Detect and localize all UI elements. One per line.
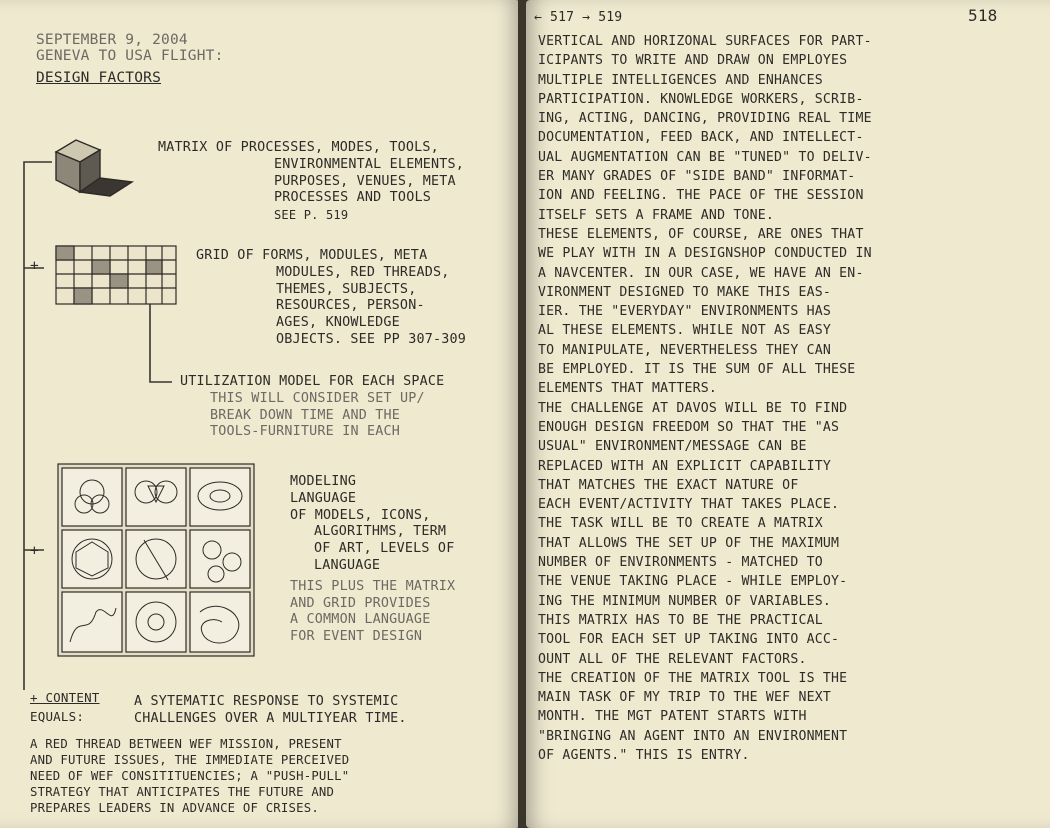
content-lead — [134, 694, 407, 728]
content-label-line: EQUALS: — [30, 708, 85, 724]
grid-line: RESOURCES, PERSON- — [276, 298, 425, 314]
utilization-block — [180, 374, 444, 441]
right-page-body — [538, 32, 872, 765]
body-line: "BRINGING AN AGENT INTO AN ENVIRONMENT — [538, 728, 848, 744]
page-number: 518 — [968, 6, 998, 25]
body-line: NUMBER OF ENVIRONMENTS - MATCHED TO — [538, 555, 823, 571]
utilization-title: UTILIZATION MODEL FOR EACH SPACE — [180, 374, 445, 389]
grid-line: AGES, KNOWLEDGE — [276, 315, 400, 331]
utilization-line: TOOLS-FURNITURE IN EACH — [210, 424, 401, 440]
content-line: AND FUTURE ISSUES, THE IMMEDIATE PERCEIVED — [30, 753, 350, 767]
content-line: NEED OF WEF CONSITITUENCIES; A "PUSH-PULL" — [30, 769, 350, 783]
body-line: THE VENUE TAKING PLACE - WHILE EMPLOY- — [538, 574, 848, 590]
grid-line: MODULES, RED THREADS, — [276, 264, 450, 280]
content-line: A SYTEMATIC RESPONSE TO SYSTEMIC — [134, 694, 399, 709]
grid-sketch-icon — [50, 242, 180, 308]
modeling-line: OF MODELS, ICONS, — [290, 507, 431, 523]
matrix-line: MATRIX OF PROCESSES, MODES, TOOLS, — [158, 140, 439, 155]
body-line: A NAVCENTER. IN OUR CASE, WE HAVE AN EN- — [538, 265, 864, 281]
modeling-sketch-icon — [56, 462, 256, 658]
matrix-line: ENVIRONMENTAL ELEMENTS, — [274, 156, 465, 172]
matrix-line: PROCESSES AND TOOLS — [274, 190, 431, 206]
content-line: PREPARES LEADERS IN ADVANCE OF CRISES. — [30, 801, 319, 815]
body-line: THAT MATCHES THE EXACT NATURE OF — [538, 477, 799, 493]
utilization-line: THIS WILL CONSIDER SET UP/ — [210, 390, 425, 406]
body-line: THESE ELEMENTS, OF COURSE, ARE ONES THAT — [538, 226, 864, 242]
body-line: ING, ACTING, DANCING, PROVIDING REAL TIME — [538, 111, 872, 127]
body-line: WE PLAY WITH IN A DESIGNSHOP CONDUCTED IN — [538, 246, 872, 262]
body-line: VERTICAL AND HORIZONAL SURFACES FOR PART- — [538, 34, 872, 49]
modeling-line: LANGUAGE — [290, 490, 357, 506]
body-line: VIRONMENT DESIGNED TO MAKE THIS EAS- — [538, 284, 832, 300]
modeling-note-line: THIS PLUS THE MATRIX — [290, 578, 456, 594]
plus-sign: + — [30, 258, 39, 274]
body-line: MAIN TASK OF MY TRIP TO THE WEF NEXT — [538, 690, 832, 706]
body-line: OF AGENTS." THIS IS ENTRY. — [538, 747, 750, 763]
body-line: THIS MATRIX HAS TO BE THE PRACTICAL — [538, 612, 823, 628]
body-line: ION AND FEELING. THE PACE OF THE SESSION — [538, 188, 864, 204]
modeling-line: LANGUAGE — [314, 557, 381, 573]
content-line: A RED THREAD BETWEEN WEF MISSION, PRESENT — [30, 737, 342, 751]
modeling-note-line: FOR EVENT DESIGN — [290, 629, 423, 645]
body-line: DOCUMENTATION, FEED BACK, AND INTELLECT- — [538, 130, 864, 146]
body-line: THE CHALLENGE AT DAVOS WILL BE TO FIND — [538, 400, 848, 416]
body-line: ICIPANTS TO WRITE AND DRAW ON EMPLOYES — [538, 53, 848, 69]
grid-line: THEMES, SUBJECTS, — [276, 281, 417, 297]
body-line: USUAL" ENVIRONMENT/MESSAGE CAN BE — [538, 439, 807, 455]
body-line: AL THESE ELEMENTS. WHILE NOT AS EASY — [538, 323, 832, 339]
body-line: TOOL FOR EACH SET UP TAKING INTO ACC- — [538, 632, 840, 648]
body-line: MONTH. THE MGT PATENT STARTS WITH — [538, 709, 807, 725]
modeling-block — [290, 474, 455, 646]
utilization-line: BREAK DOWN TIME AND THE — [210, 407, 401, 423]
matrix-page-ref: SEE P. 519 — [274, 208, 349, 223]
body-line: MULTIPLE INTELLIGENCES AND ENHANCES — [538, 72, 823, 88]
body-line: THE TASK WILL BE TO CREATE A MATRIX — [538, 516, 823, 532]
body-line: TO MANIPULATE, NEVERTHELESS THEY CAN — [538, 342, 832, 358]
body-line: ITSELF SETS A FRAME AND TONE. — [538, 207, 775, 223]
body-line: OUNT ALL OF THE RELEVANT FACTORS. — [538, 651, 807, 667]
content-line: STRATEGY THAT ANTICIPATES THE FUTURE AND — [30, 785, 335, 799]
content-label-line: + CONTENT — [30, 690, 100, 705]
body-line: THE CREATION OF THE MATRIX TOOL IS THE — [538, 670, 848, 686]
section-title: DESIGN FACTORS — [36, 70, 162, 86]
modeling-line: MODELING — [290, 474, 357, 489]
content-line: CHALLENGES OVER A MULTIYEAR TIME. — [134, 710, 407, 726]
content-body — [30, 736, 349, 816]
modeling-line: ALGORITHMS, TERM — [314, 524, 447, 540]
grid-line: OBJECTS. SEE PP 307-309 — [276, 331, 467, 347]
entry-date: SEPTEMBER 9, 2004 — [36, 32, 188, 48]
matrix-line: PURPOSES, VENUES, META — [274, 173, 456, 189]
body-line: ENOUGH DESIGN FREEDOM SO THAT THE "AS — [538, 419, 840, 435]
page-nav: ← 517 → 519 — [534, 10, 623, 25]
entry-trip: GENEVA TO USA FLIGHT: — [36, 48, 224, 64]
body-line: ER MANY GRADES OF "SIDE BAND" INFORMAT- — [538, 169, 856, 185]
modeling-note-line: A COMMON LANGUAGE — [290, 612, 431, 628]
body-line: UAL AUGMENTATION CAN BE "TUNED" TO DELIV- — [538, 149, 872, 165]
body-line: PARTICIPATION. KNOWLEDGE WORKERS, SCRIB- — [538, 91, 864, 107]
matrix-block — [158, 140, 464, 224]
content-label — [30, 690, 100, 726]
cube-sketch-icon — [50, 132, 140, 202]
grid-block — [196, 248, 466, 349]
modeling-line: OF ART, LEVELS OF — [314, 541, 455, 557]
body-line: REPLACED WITH AN EXPLICIT CAPABILITY — [538, 458, 832, 474]
body-line: IER. THE "EVERYDAY" ENVIRONMENTS HAS — [538, 304, 832, 320]
body-line: BE EMPLOYED. IT IS THE SUM OF ALL THESE — [538, 362, 856, 378]
body-line: ING THE MINIMUM NUMBER OF VARIABLES. — [538, 593, 832, 609]
plus-sign: + — [30, 543, 39, 559]
body-line: THAT ALLOWS THE SET UP OF THE MAXIMUM — [538, 535, 840, 551]
body-line: ELEMENTS THAT MATTERS. — [538, 381, 718, 397]
body-line: EACH EVENT/ACTIVITY THAT TAKES PLACE. — [538, 497, 840, 513]
modeling-note-line: AND GRID PROVIDES — [290, 595, 431, 611]
grid-line: GRID OF FORMS, MODULES, META — [196, 248, 428, 263]
